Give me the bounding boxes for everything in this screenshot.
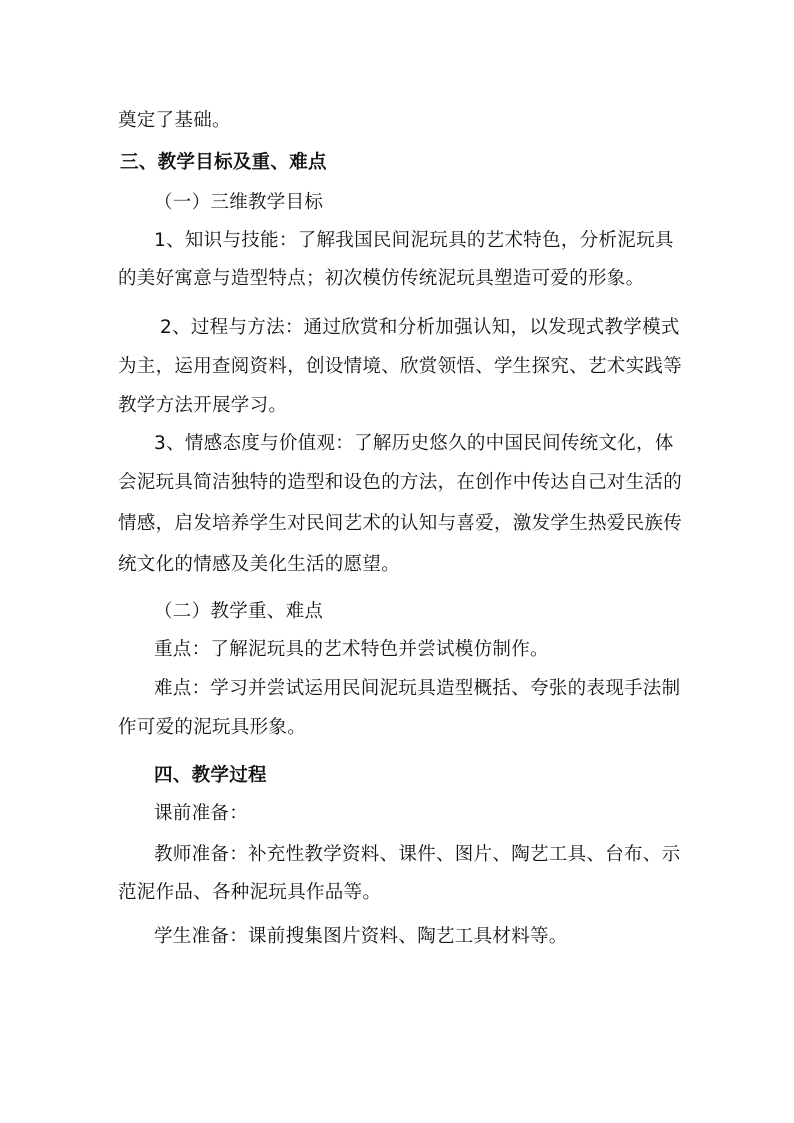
body-text-line: 情感，启发培养学生对民间艺术的认知与喜爱，激发学生热爱民族传 xyxy=(118,513,683,534)
body-text-line: 范泥作品、各种泥玩具作品等。 xyxy=(118,882,382,903)
body-text-line: 奠定了基础。 xyxy=(118,110,231,131)
body-text-line: 统文化的情感及美化生活的愿望。 xyxy=(118,554,401,575)
body-text-line: 重点：了解泥玩具的艺术特色并尝试模仿制作。 xyxy=(154,639,549,660)
subsection-heading: （二）教学重、难点 xyxy=(154,601,324,622)
body-text-line: 1、知识与技能：了解我国民间泥玩具的艺术特色，分析泥玩具 xyxy=(154,230,674,251)
body-text-line: 难点：学习并尝试运用民间泥玩具造型概括、夸张的表现手法制 xyxy=(154,678,681,699)
body-text-line: 教师准备：补充性教学资料、课件、图片、陶艺工具、台布、示 xyxy=(154,844,681,865)
body-text-line: 2、过程与方法：通过欣赏和分析加强认知，以发现式教学模式 xyxy=(160,317,680,338)
section-heading: 四、教学过程 xyxy=(154,765,267,786)
section-heading: 三、教学目标及重、难点 xyxy=(120,152,327,173)
body-text-line: 的美好寓意与造型特点；初次模仿传统泥玩具塑造可爱的形象。 xyxy=(118,268,645,289)
body-text-line: 作可爱的泥玩具形象。 xyxy=(118,717,307,738)
body-text-line: 为主，运用查阅资料，创设情境、欣赏领悟、学生探究、艺术实践等 xyxy=(118,356,683,377)
body-text-line: 教学方法开展学习。 xyxy=(118,395,288,416)
body-text-line: 课前准备： xyxy=(154,803,249,824)
body-text-line: 会泥玩具简洁独特的造型和设色的方法，在创作中传达自己对生活的 xyxy=(118,472,683,493)
subsection-heading: （一）三维教学目标 xyxy=(154,192,324,213)
body-text-line: 学生准备：课前搜集图片资料、陶艺工具材料等。 xyxy=(154,926,568,947)
body-text-line: 3、情感态度与价值观：了解历史悠久的中国民间传统文化，体 xyxy=(154,433,674,454)
